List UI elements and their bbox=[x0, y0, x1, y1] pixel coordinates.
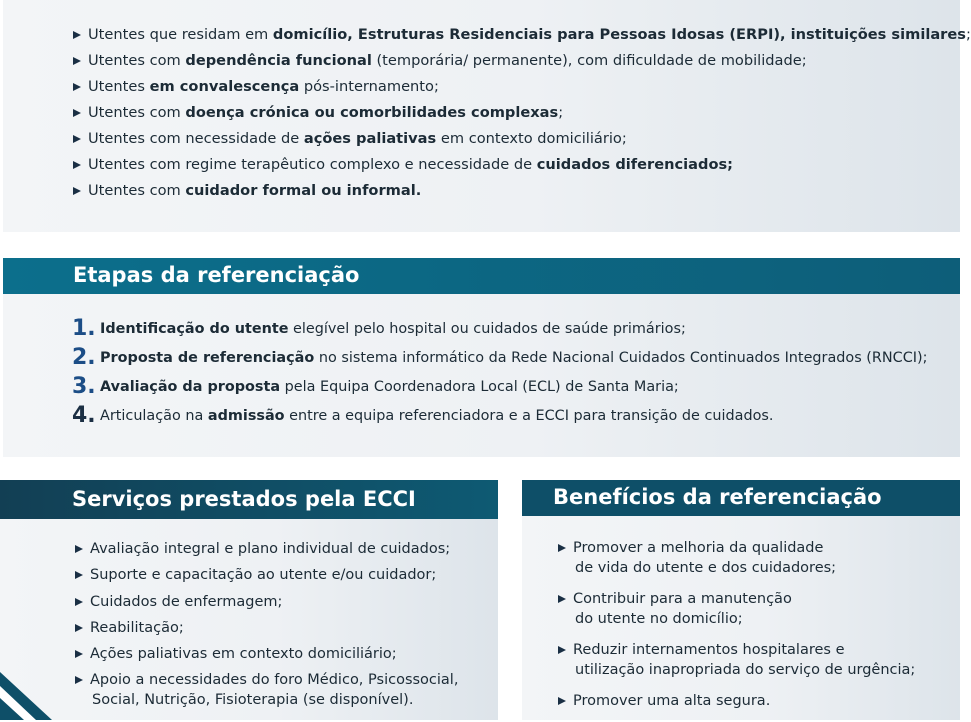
triangle-bullet-icon bbox=[75, 598, 83, 606]
benefits-list bbox=[558, 538, 915, 722]
list-item: Promover uma alta segura. bbox=[558, 691, 915, 711]
step-number: 1. bbox=[72, 316, 96, 341]
list-item: Utentes com dependência funcional (temporária/ permanente), com dificuldade de mobilidade; bbox=[73, 51, 971, 71]
steps-section-title: Etapas da referenciação bbox=[3, 258, 960, 294]
services-list bbox=[75, 539, 458, 717]
step-number: 4. bbox=[72, 403, 96, 428]
steps-list bbox=[72, 316, 928, 432]
list-item: Reduzir internamentos hospitalares e utilização inapropriada do serviço de urgência; bbox=[558, 640, 915, 680]
list-item: Apoio a necessidades do foro Médico, Psicossocial, Social, Nutrição, Fisioterapia (se disponível). bbox=[75, 670, 458, 710]
services-section-title: Serviços prestados pela ECCI bbox=[0, 480, 498, 519]
list-item: Promover a melhoria da qualidade de vida do utente e dos cuidadores; bbox=[558, 538, 915, 578]
list-item: Avaliação integral e plano individual de cuidados; bbox=[75, 539, 458, 559]
triangle-bullet-icon bbox=[558, 595, 566, 603]
step-item: 4. Articulação na admissão entre a equipa referenciadora e a ECCI para transição de cuidados. bbox=[72, 403, 774, 428]
list-item: Ações paliativas em contexto domiciliário; bbox=[75, 644, 458, 664]
triangle-bullet-icon bbox=[75, 676, 83, 684]
triangle-bullet-icon bbox=[73, 31, 81, 39]
triangle-bullet-icon bbox=[75, 545, 83, 553]
list-item: Utentes com necessidade de ações paliativas em contexto domiciliário; bbox=[73, 129, 971, 149]
list-item: Contribuir para a manutenção do utente no domicílio; bbox=[558, 589, 915, 629]
list-item: Utentes com cuidador formal ou informal. bbox=[73, 181, 971, 201]
triangle-bullet-icon bbox=[73, 83, 81, 91]
list-item: Suporte e capacitação ao utente e/ou cuidador; bbox=[75, 565, 458, 585]
triangle-bullet-icon bbox=[75, 650, 83, 658]
step-item: 1. Identificação do utente elegível pelo hospital ou cuidados de saúde primários; bbox=[72, 316, 686, 341]
step-item: 3. Avaliação da proposta pela Equipa Coordenadora Local (ECL) de Santa Maria; bbox=[72, 374, 679, 399]
list-item: Utentes com regime terapêutico complexo e necessidade de cuidados diferenciados; bbox=[73, 155, 971, 175]
triangle-bullet-icon bbox=[558, 646, 566, 654]
list-item: Utentes em convalescença pós-internamento; bbox=[73, 77, 971, 97]
decorative-corner-shape bbox=[0, 672, 52, 720]
benefits-section-title: Benefícios da referenciação bbox=[522, 480, 960, 516]
list-item: Utentes que residam em domicílio, Estruturas Residenciais para Pessoas Idosas (ERPI), instituições similares; bbox=[73, 25, 971, 45]
triangle-bullet-icon bbox=[73, 57, 81, 65]
triangle-bullet-icon bbox=[73, 187, 81, 195]
triangle-bullet-icon bbox=[73, 161, 81, 169]
target-patients-list bbox=[73, 25, 971, 207]
triangle-bullet-icon bbox=[558, 544, 566, 552]
step-number: 3. bbox=[72, 374, 96, 399]
triangle-bullet-icon bbox=[73, 135, 81, 143]
triangle-bullet-icon bbox=[75, 571, 83, 579]
list-item: Reabilitação; bbox=[75, 618, 458, 638]
step-item: 2. Proposta de referenciação no sistema informático da Rede Nacional Cuidados Continuados Integrados (RNCCI); bbox=[72, 345, 928, 370]
triangle-bullet-icon bbox=[75, 624, 83, 632]
list-item: Utentes com doença crónica ou comorbilidades complexas; bbox=[73, 103, 971, 123]
triangle-bullet-icon bbox=[558, 697, 566, 705]
list-item: Cuidados de enfermagem; bbox=[75, 592, 458, 612]
triangle-bullet-icon bbox=[73, 109, 81, 117]
step-number: 2. bbox=[72, 345, 96, 370]
